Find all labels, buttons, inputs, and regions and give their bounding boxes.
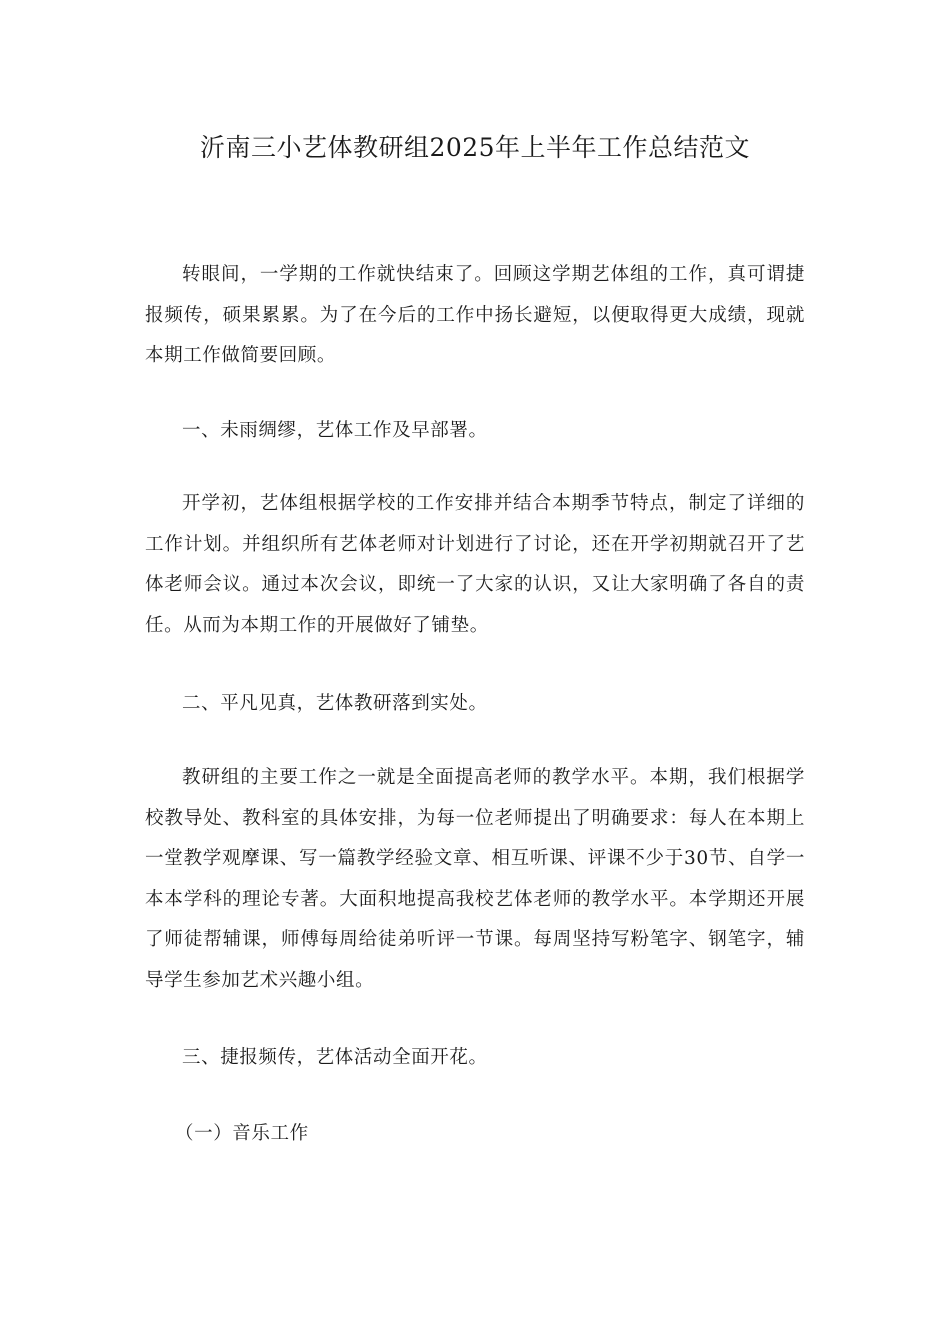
document-title: 沂南三小艺体教研组2025年上半年工作总结范文 (199, 133, 751, 162)
subsection-heading-music: （一）音乐工作 (175, 1123, 309, 1144)
section-heading-2: 二、平凡见真，艺体教研落到实处。 (182, 693, 488, 714)
intro-paragraph: 转眼间，一学期的工作就快结束了。回顾这学期艺体组的工作，真可谓捷报频传，硕果累累。为了在今后的工作中扬长避短，以便取得更大成绩，现就本期工作做简要回顾。 (145, 264, 805, 366)
section-2-paragraph: 教研组的主要工作之一就是全面提高老师的教学水平。本期，我们根据学校教导处、教科室的具体安排，为每一位老师提出了明确要求：每人在本期上一堂教学观摩课、写一篇教学经验文章、相互听课、评课不少于30节、自学一本本学科的理论专著。大面积地提高我校艺体老师的教学水平。本学期还开展了师徒帮辅课，师傅每周给徒弟听评一节课。每周坚持写粉笔字、钢笔字，辅导学生参加艺术兴趣小组。 (145, 767, 805, 991)
section-heading-3: 三、捷报频传，艺体活动全面开花。 (182, 1047, 488, 1068)
section-1-paragraph: 开学初，艺体组根据学校的工作安排并结合本期季节特点，制定了详细的工作计划。并组织所有艺体老师对计划进行了讨论，还在开学初期就召开了艺体老师会议。通过本次会议，即统一了大家的认识，又让大家明确了各自的责任。从而为本期工作的开展做好了铺垫。 (145, 493, 805, 636)
section-heading-1: 一、未雨绸缪，艺体工作及早部署。 (182, 420, 488, 441)
